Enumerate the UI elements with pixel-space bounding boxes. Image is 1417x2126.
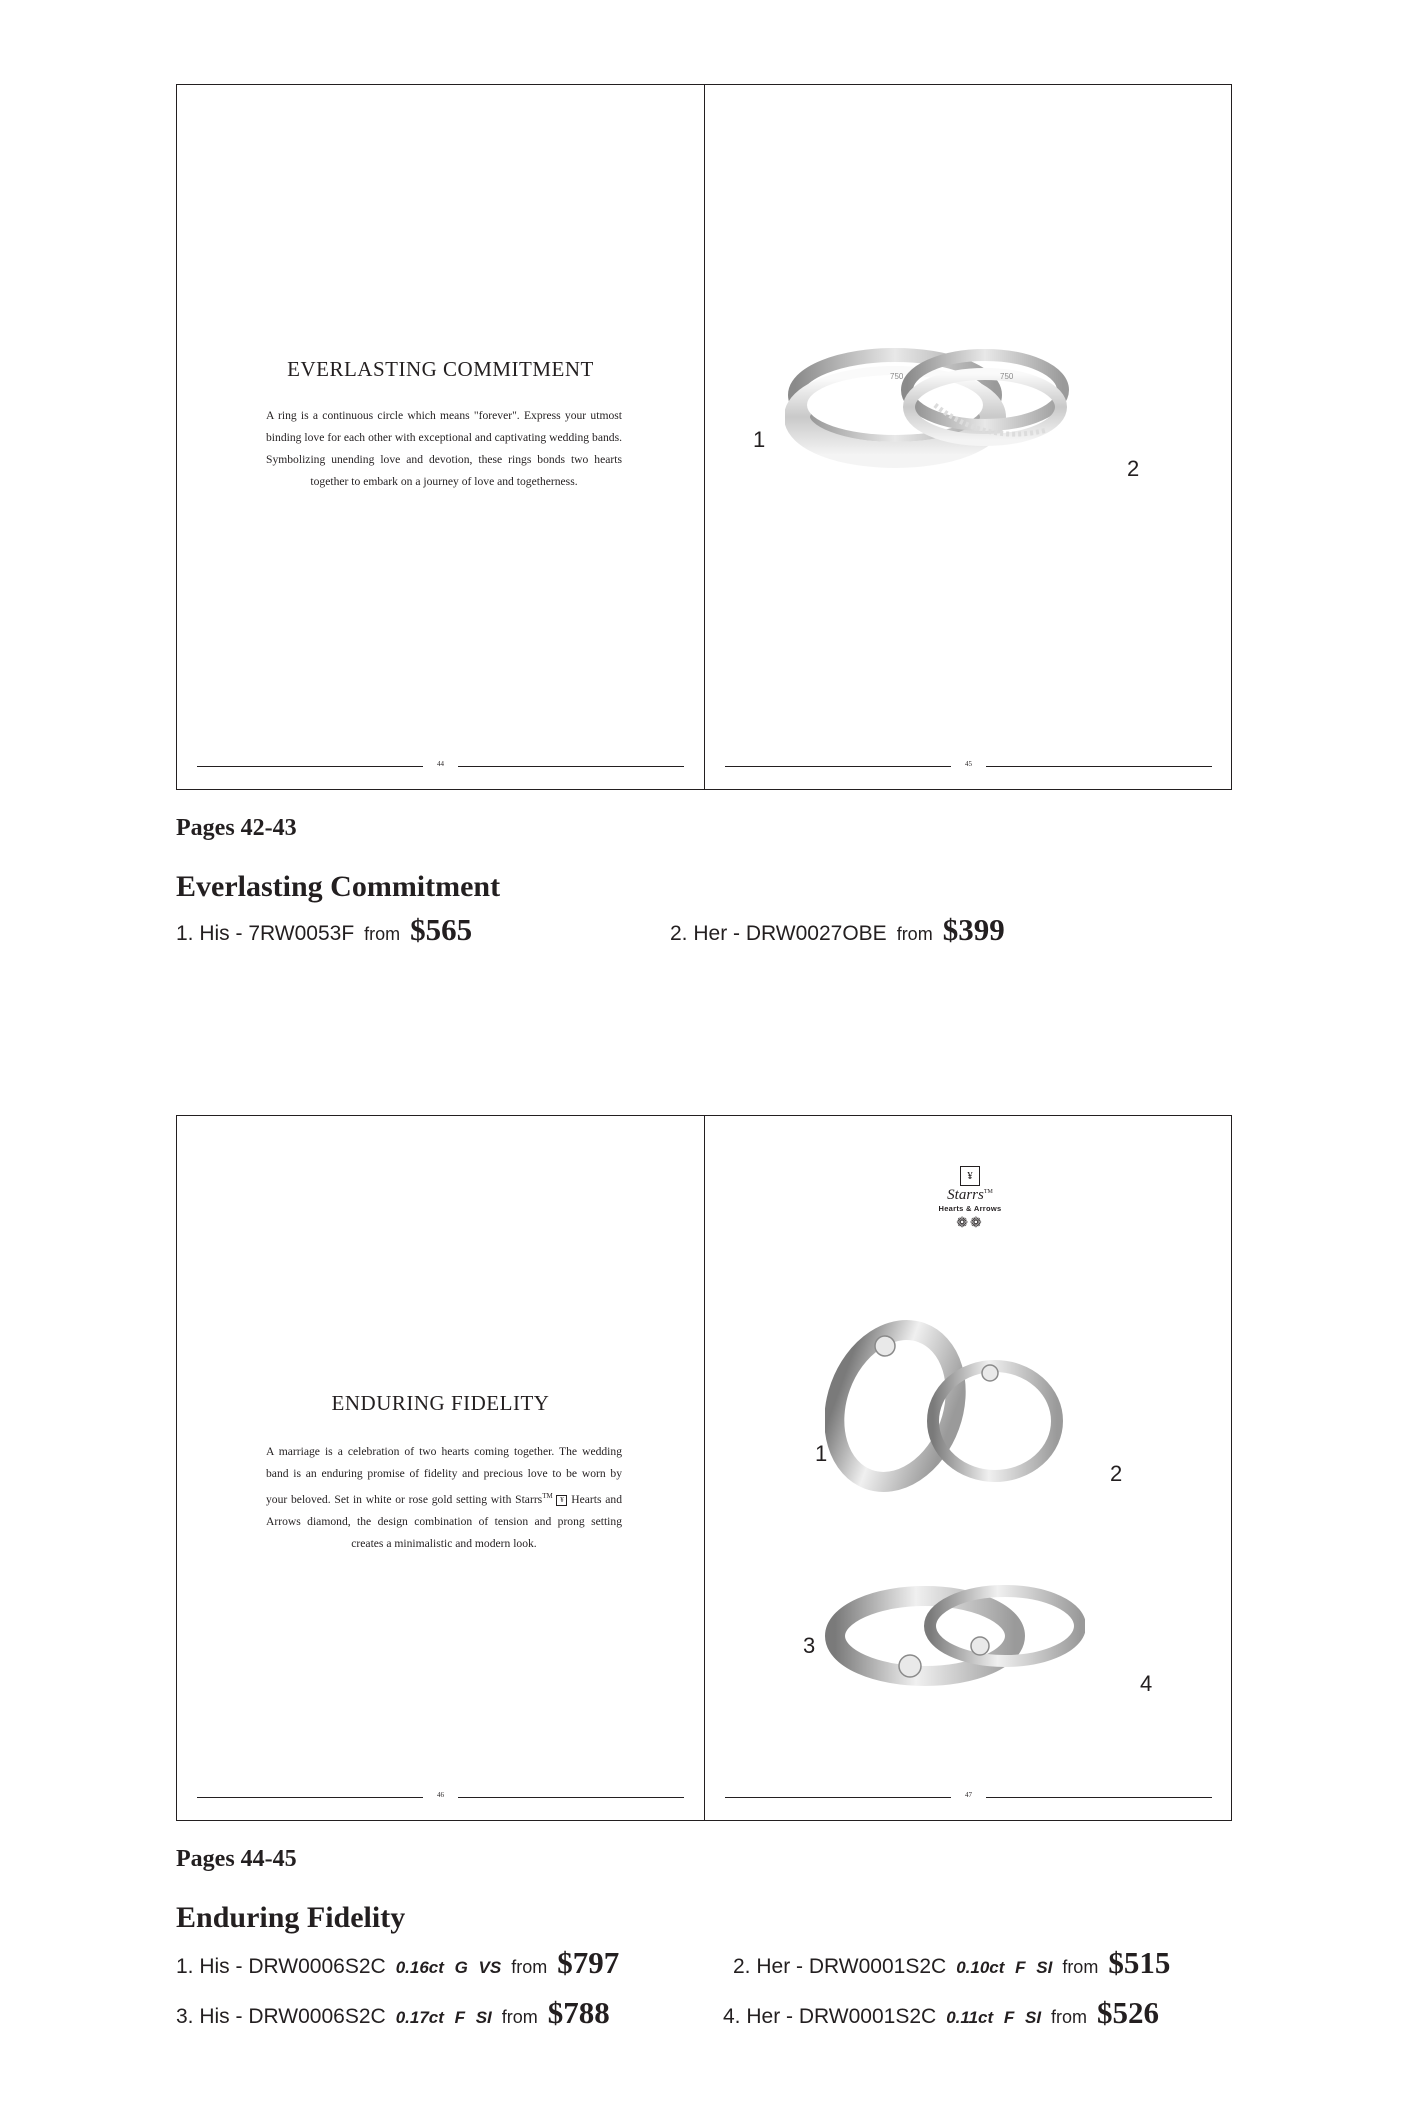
product-price: $515 — [1108, 1945, 1171, 1980]
spread-body-text: A ring is a continuous circle which means "forever". Express your utmost binding love for each other with exceptional and captivating wedding bands. Symbolizing unending love and devotion, these rings bonds two hearts together to embark on a journey of love and togetherness. — [266, 409, 622, 488]
page-number: 45 — [965, 760, 972, 768]
section-title: Enduring Fidelity — [176, 1901, 406, 1934]
spread-body-text — [266, 1441, 622, 1555]
product-line — [723, 1995, 1159, 2031]
product-line — [176, 1945, 619, 1981]
ring-marker-1: 1 — [815, 1441, 828, 1466]
product-line — [733, 1945, 1170, 1981]
page-footer — [197, 760, 684, 772]
starrs-logo — [915, 1166, 1025, 1231]
product-line — [176, 1995, 610, 2031]
footer-rule — [458, 1797, 684, 1798]
page-number: 46 — [437, 1791, 444, 1799]
diamond-spec: 0.10ct F SI — [956, 1958, 1053, 1977]
trademark-mark: TM — [542, 1492, 553, 1500]
product-price: $526 — [1097, 1995, 1160, 2030]
footer-rule — [986, 1797, 1212, 1798]
catalog-page-right — [704, 1116, 1232, 1820]
diamond-spec: 0.17ct F SI — [395, 2008, 492, 2027]
footer-rule — [458, 766, 684, 767]
logo-subtitle: Hearts & Arrows — [938, 1204, 1002, 1213]
wedding-rings-image — [785, 335, 1085, 505]
product-price: $399 — [942, 912, 1005, 947]
price-from-label: from — [364, 924, 401, 944]
diamond — [875, 1336, 895, 1356]
catalog-page-left — [177, 85, 704, 789]
product-code: 1. His - 7RW0053F — [176, 922, 355, 945]
starrs-monogram-icon: ¥ — [960, 1166, 980, 1186]
catalog-page-left — [177, 1116, 704, 1820]
section-title: Everlasting Commitment — [176, 870, 501, 903]
ring-marker-2: 2 — [1110, 1461, 1123, 1486]
ring-marker-4: 4 — [1140, 1671, 1153, 1696]
product-line — [670, 912, 1005, 948]
page-number: 47 — [965, 1791, 972, 1799]
logo-brand: Starrs™ — [947, 1187, 993, 1203]
price-from-label: from — [896, 924, 933, 944]
diamond — [899, 1655, 921, 1677]
diamond — [971, 1637, 989, 1655]
pages-label: Pages 44-45 — [176, 1846, 297, 1872]
hearts-arrows-icon: ❁❁ — [956, 1215, 984, 1231]
ring-marker-2: 2 — [1127, 456, 1140, 481]
starrs-logo-icon: ¥ — [556, 1495, 567, 1506]
diamond — [982, 1365, 998, 1381]
diamond-spec: 0.11ct F SI — [946, 2008, 1042, 2027]
price-from-label: from — [501, 2007, 538, 2027]
page-footer — [725, 1791, 1212, 1803]
product-code: 3. His - DRW0006S2C — [176, 2005, 386, 2028]
spread-title: EVERLASTING COMMITMENT — [287, 357, 594, 381]
footer-rule — [986, 766, 1212, 767]
page-number: 44 — [437, 760, 444, 768]
product-line — [176, 912, 472, 948]
product-price: $788 — [547, 1995, 610, 2030]
page-footer — [197, 1791, 684, 1803]
product-code: 2. Her - DRW0027OBE — [670, 922, 887, 945]
pages-label: Pages 42-43 — [176, 815, 297, 841]
product-code: 4. Her - DRW0001S2C — [723, 2005, 937, 2028]
ring-marker-1: 1 — [753, 427, 766, 452]
price-from-label: from — [511, 1957, 548, 1977]
catalog-page-right — [704, 85, 1232, 789]
engagement-rings-image-bottom — [825, 1571, 1085, 1701]
body-text-part: Hearts and Arrows diamond, the design combination of tension and prong setting creates a minimalistic and modern look. — [266, 1492, 622, 1550]
product-code: 1. His - DRW0006S2C — [176, 1955, 386, 1978]
ring-stamp: 750 — [890, 372, 904, 381]
product-price: $565 — [410, 912, 473, 947]
catalog-spread-everlasting — [176, 84, 1232, 790]
engagement-rings-image-top — [825, 1311, 1085, 1501]
body-text-part: A marriage is a celebration of two hearts coming together. The wedding band is an enduring promise of fidelity and precious love to be worn by your beloved. Set in white or rose gold setting with Starrs — [266, 1445, 622, 1506]
ring-stamp: 750 — [1000, 372, 1014, 381]
diamond-spec: 0.16ct G VS — [395, 1958, 502, 1977]
spread-title: ENDURING FIDELITY — [331, 1391, 550, 1415]
ring-marker-3: 3 — [803, 1633, 816, 1658]
product-code: 2. Her - DRW0001S2C — [733, 1955, 947, 1978]
price-from-label: from — [1051, 2007, 1088, 2027]
product-price: $797 — [557, 1945, 620, 1980]
catalog-spread-enduring — [176, 1115, 1232, 1821]
his-ring — [825, 1313, 976, 1499]
price-from-label: from — [1062, 1957, 1099, 1977]
page-footer — [725, 760, 1212, 772]
